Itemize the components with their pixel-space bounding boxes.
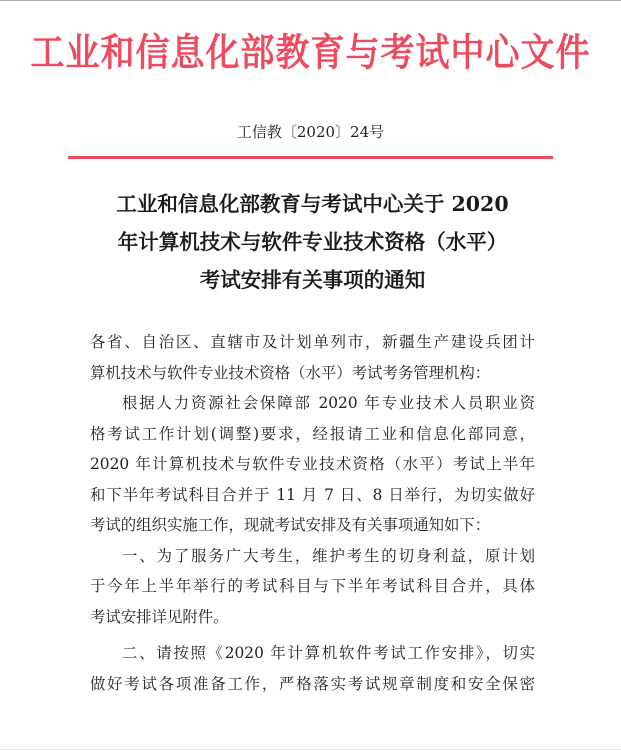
document-page <box>0 1 621 751</box>
notice-title <box>90 185 535 299</box>
red-divider <box>68 156 553 159</box>
paragraph-line: 考试安排详见附件。 <box>90 607 229 626</box>
paragraph-line: 做好考试各项准备工作，严格落实考试规章制度和安全保密 <box>90 674 535 693</box>
paragraph-line: 一、为了服务广大考生，维护考生的切身利益，原计划 <box>122 546 535 565</box>
paragraph-line: 2020 年计算机技术与软件专业技术资格（水平）考试上半年 <box>90 455 535 473</box>
paragraph-line: 格考试工作计划(调整)要求，经报请工业和信息化部同意， <box>90 424 535 443</box>
addressee-line: 各省、自治区、直辖市及计划单列市，新疆生产建设兵团计 <box>90 333 535 351</box>
document-header-title: 工业和信息化部教育与考试中心文件 <box>30 30 591 76</box>
addressee-line: 算机技术与软件专业技术资格（水平）考试考务管理机构： <box>90 363 491 382</box>
paragraph-line: 二、请按照《2020 年计算机软件考试工作安排》，切实 <box>122 644 535 662</box>
document-number: 工信教〔2020〕24号 <box>236 123 385 141</box>
notice-title-line: 年计算机技术与软件专业技术资格（水平） <box>117 230 508 254</box>
notice-body <box>90 327 535 699</box>
paragraph-line: 根据人力资源社会保障部 2020 年专业技术人员职业资 <box>122 394 535 412</box>
paragraph-line: 于今年上半年举行的考试科目与下半年考试科目合并，具体 <box>90 577 535 595</box>
notice-title-line: 工业和信息化部教育与考试中心关于 2020 <box>116 192 509 216</box>
notice-title-line: 考试安排有关事项的通知 <box>199 268 426 292</box>
paragraph-line: 和下半年考试科目合并于 11 月 7 日、8 日举行，为切实做好 <box>90 485 535 504</box>
paragraph-line: 考试的组织实施工作，现就考试安排及有关事项通知如下： <box>90 516 491 534</box>
